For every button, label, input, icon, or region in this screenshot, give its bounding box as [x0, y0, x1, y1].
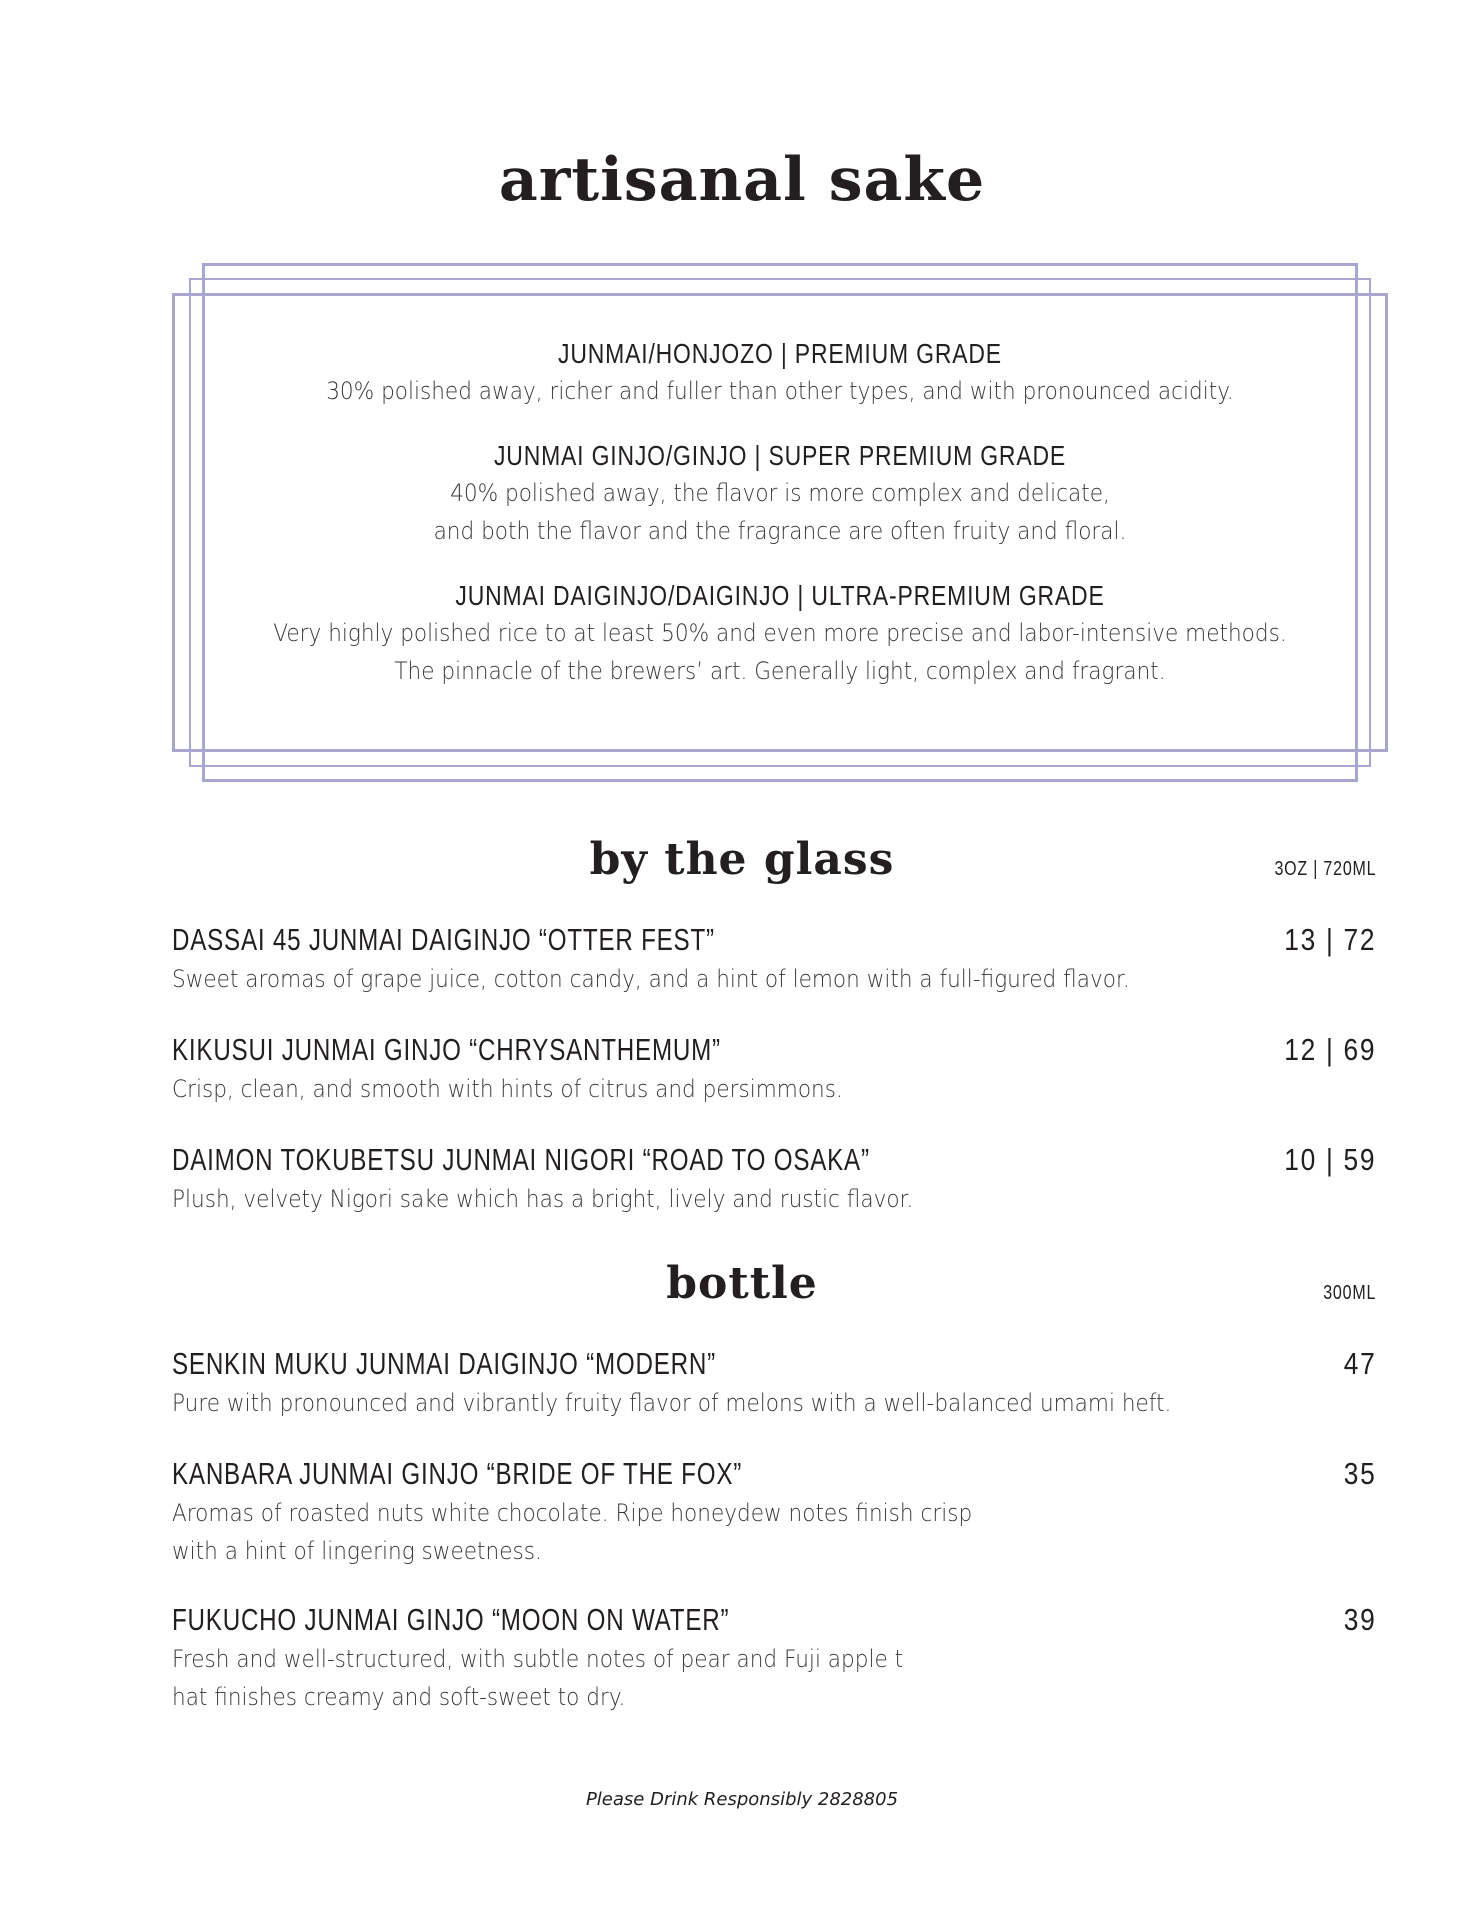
item-name: KIKUSUI JUNMAI GINJO “CHRYSANTHEMUM”	[172, 1032, 721, 1067]
grade-description: and both the flavor and the fragrance are often fruity and floral.	[433, 517, 1127, 545]
item-description: Crisp, clean, and smooth with hints of citrus and persimmons.	[172, 1075, 843, 1103]
item-name: KANBARA JUNMAI GINJO “BRIDE OF THE FOX”	[172, 1456, 743, 1491]
grade-premium	[172, 336, 1388, 410]
grade-name: JUNMAI DAIGINJO/DAIGINJO | ULTRA-PREMIUM GRADE	[455, 580, 1105, 611]
item-price: 35	[1343, 1456, 1376, 1491]
grade-description: 30% polished away, richer and fuller than other types, and with pronounced acidity.	[326, 377, 1234, 405]
section-title-by-the-glass: by the glass	[589, 834, 895, 885]
footer-note: Please Drink Responsibly 2828805	[585, 1789, 899, 1810]
item-description: Fresh and well-structured, with subtle notes of pear and Fuji apple t	[172, 1645, 904, 1673]
item-name: SENKIN MUKU JUNMAI DAIGINJO “MODERN”	[172, 1346, 716, 1381]
item-name: DAIMON TOKUBETSU JUNMAI NIGORI “ROAD TO OSAKA”	[172, 1142, 870, 1177]
grade-super-premium	[172, 438, 1388, 550]
menu-item	[172, 920, 1376, 998]
menu-item	[172, 1030, 1376, 1108]
grade-description: 40% polished away, the flavor is more complex and delicate,	[450, 479, 1110, 507]
grade-description: The pinnacle of the brewers’ art. Generally light, complex and fragrant.	[394, 657, 1166, 685]
grade-name: JUNMAI/HONJOZO | PREMIUM GRADE	[558, 338, 1002, 369]
section-title-bottle: bottle	[666, 1258, 818, 1309]
grade-description: Very highly polished rice to at least 50% and even more precise and labor-intensive methods.	[273, 619, 1287, 647]
item-description: Aromas of roasted nuts white chocolate. Ripe honeydew notes finish crisp	[172, 1499, 973, 1527]
item-description: Sweet aromas of grape juice, cotton candy, and a hint of lemon with a full-figured flavor.	[172, 965, 1130, 993]
page-title: artisanal sake	[498, 145, 986, 215]
item-description: Pure with pronounced and vibrantly fruity flavor of melons with a well-balanced umami heft.	[172, 1389, 1172, 1417]
item-description: with a hint of lingering sweetness.	[172, 1537, 542, 1565]
section-unit-bottle: 300ML	[1323, 1282, 1376, 1304]
menu-item	[172, 1140, 1376, 1218]
item-description: hat finishes creamy and soft-sweet to dry.	[172, 1683, 626, 1711]
menu-item	[172, 1600, 1376, 1716]
item-price: 10 | 59	[1283, 1142, 1376, 1177]
menu-item	[172, 1344, 1376, 1422]
item-price: 39	[1343, 1602, 1376, 1637]
item-description: Plush, velvety Nigori sake which has a bright, lively and rustic flavor.	[172, 1185, 914, 1213]
item-name: FUKUCHO JUNMAI GINJO “MOON ON WATER”	[172, 1602, 730, 1637]
grade-name: JUNMAI GINJO/GINJO | SUPER PREMIUM GRADE	[493, 440, 1067, 471]
item-price: 12 | 69	[1283, 1032, 1376, 1067]
item-name: DASSAI 45 JUNMAI DAIGINJO “OTTER FEST”	[172, 922, 715, 957]
sake-grades-box	[172, 336, 1388, 718]
menu-item	[172, 1454, 1376, 1570]
section-unit-by-the-glass: 3OZ | 720ML	[1274, 858, 1376, 880]
grade-ultra-premium	[172, 578, 1388, 690]
item-price: 13 | 72	[1283, 922, 1376, 957]
item-price: 47	[1343, 1346, 1376, 1381]
